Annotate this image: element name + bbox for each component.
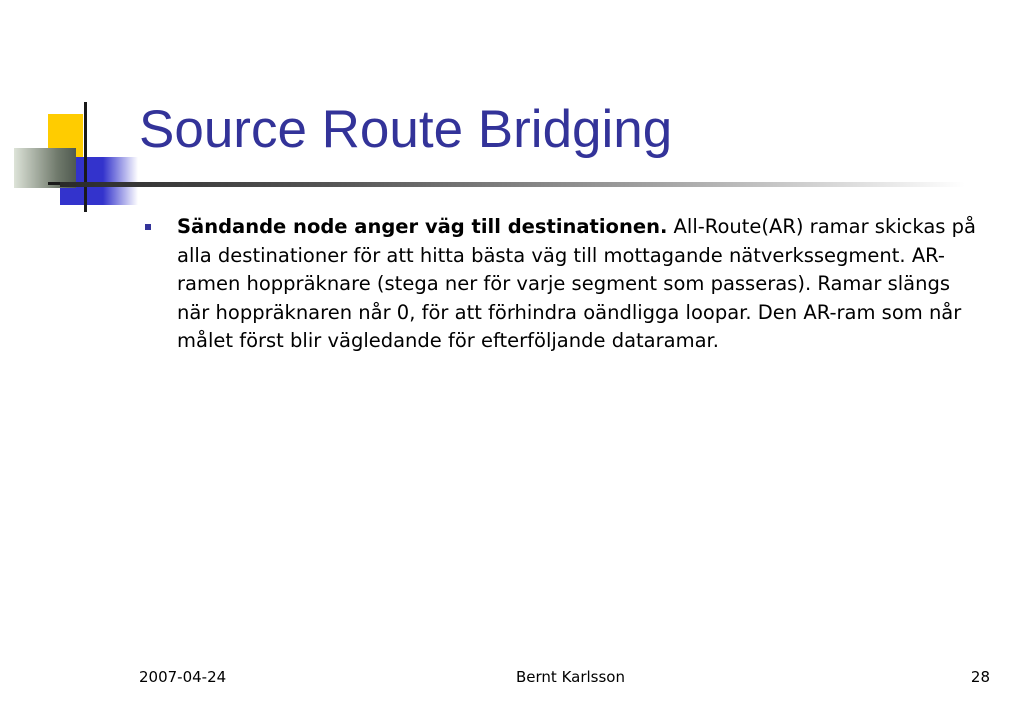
bullet-lead-text: Sändande node anger väg till destinationen. xyxy=(177,215,668,238)
slide-content xyxy=(177,213,987,356)
footer-page-number: 28 xyxy=(970,668,990,686)
slide-title: Source Route Bridging xyxy=(139,100,673,159)
title-underline xyxy=(60,182,965,187)
bullet-body-text: All-Route(AR) ramar skickas på alla destinationer för att hitta bästa väg till mottagande nätverkssegment. AR-ramen hoppräknare (stega ner för varje segment som passeras). Ramar slängs när hoppräknaren når 0, för att förhindra oändligga loopar. Den AR-ram som når målet först blir vägledande för efterföljande dataramar. xyxy=(177,215,976,352)
footer-author: Bernt Karlsson xyxy=(516,668,625,686)
bullet-item xyxy=(177,213,987,356)
deco-vertical-line xyxy=(84,102,87,212)
footer-date: 2007-04-24 xyxy=(139,668,227,686)
bullet-square-icon xyxy=(145,224,151,230)
